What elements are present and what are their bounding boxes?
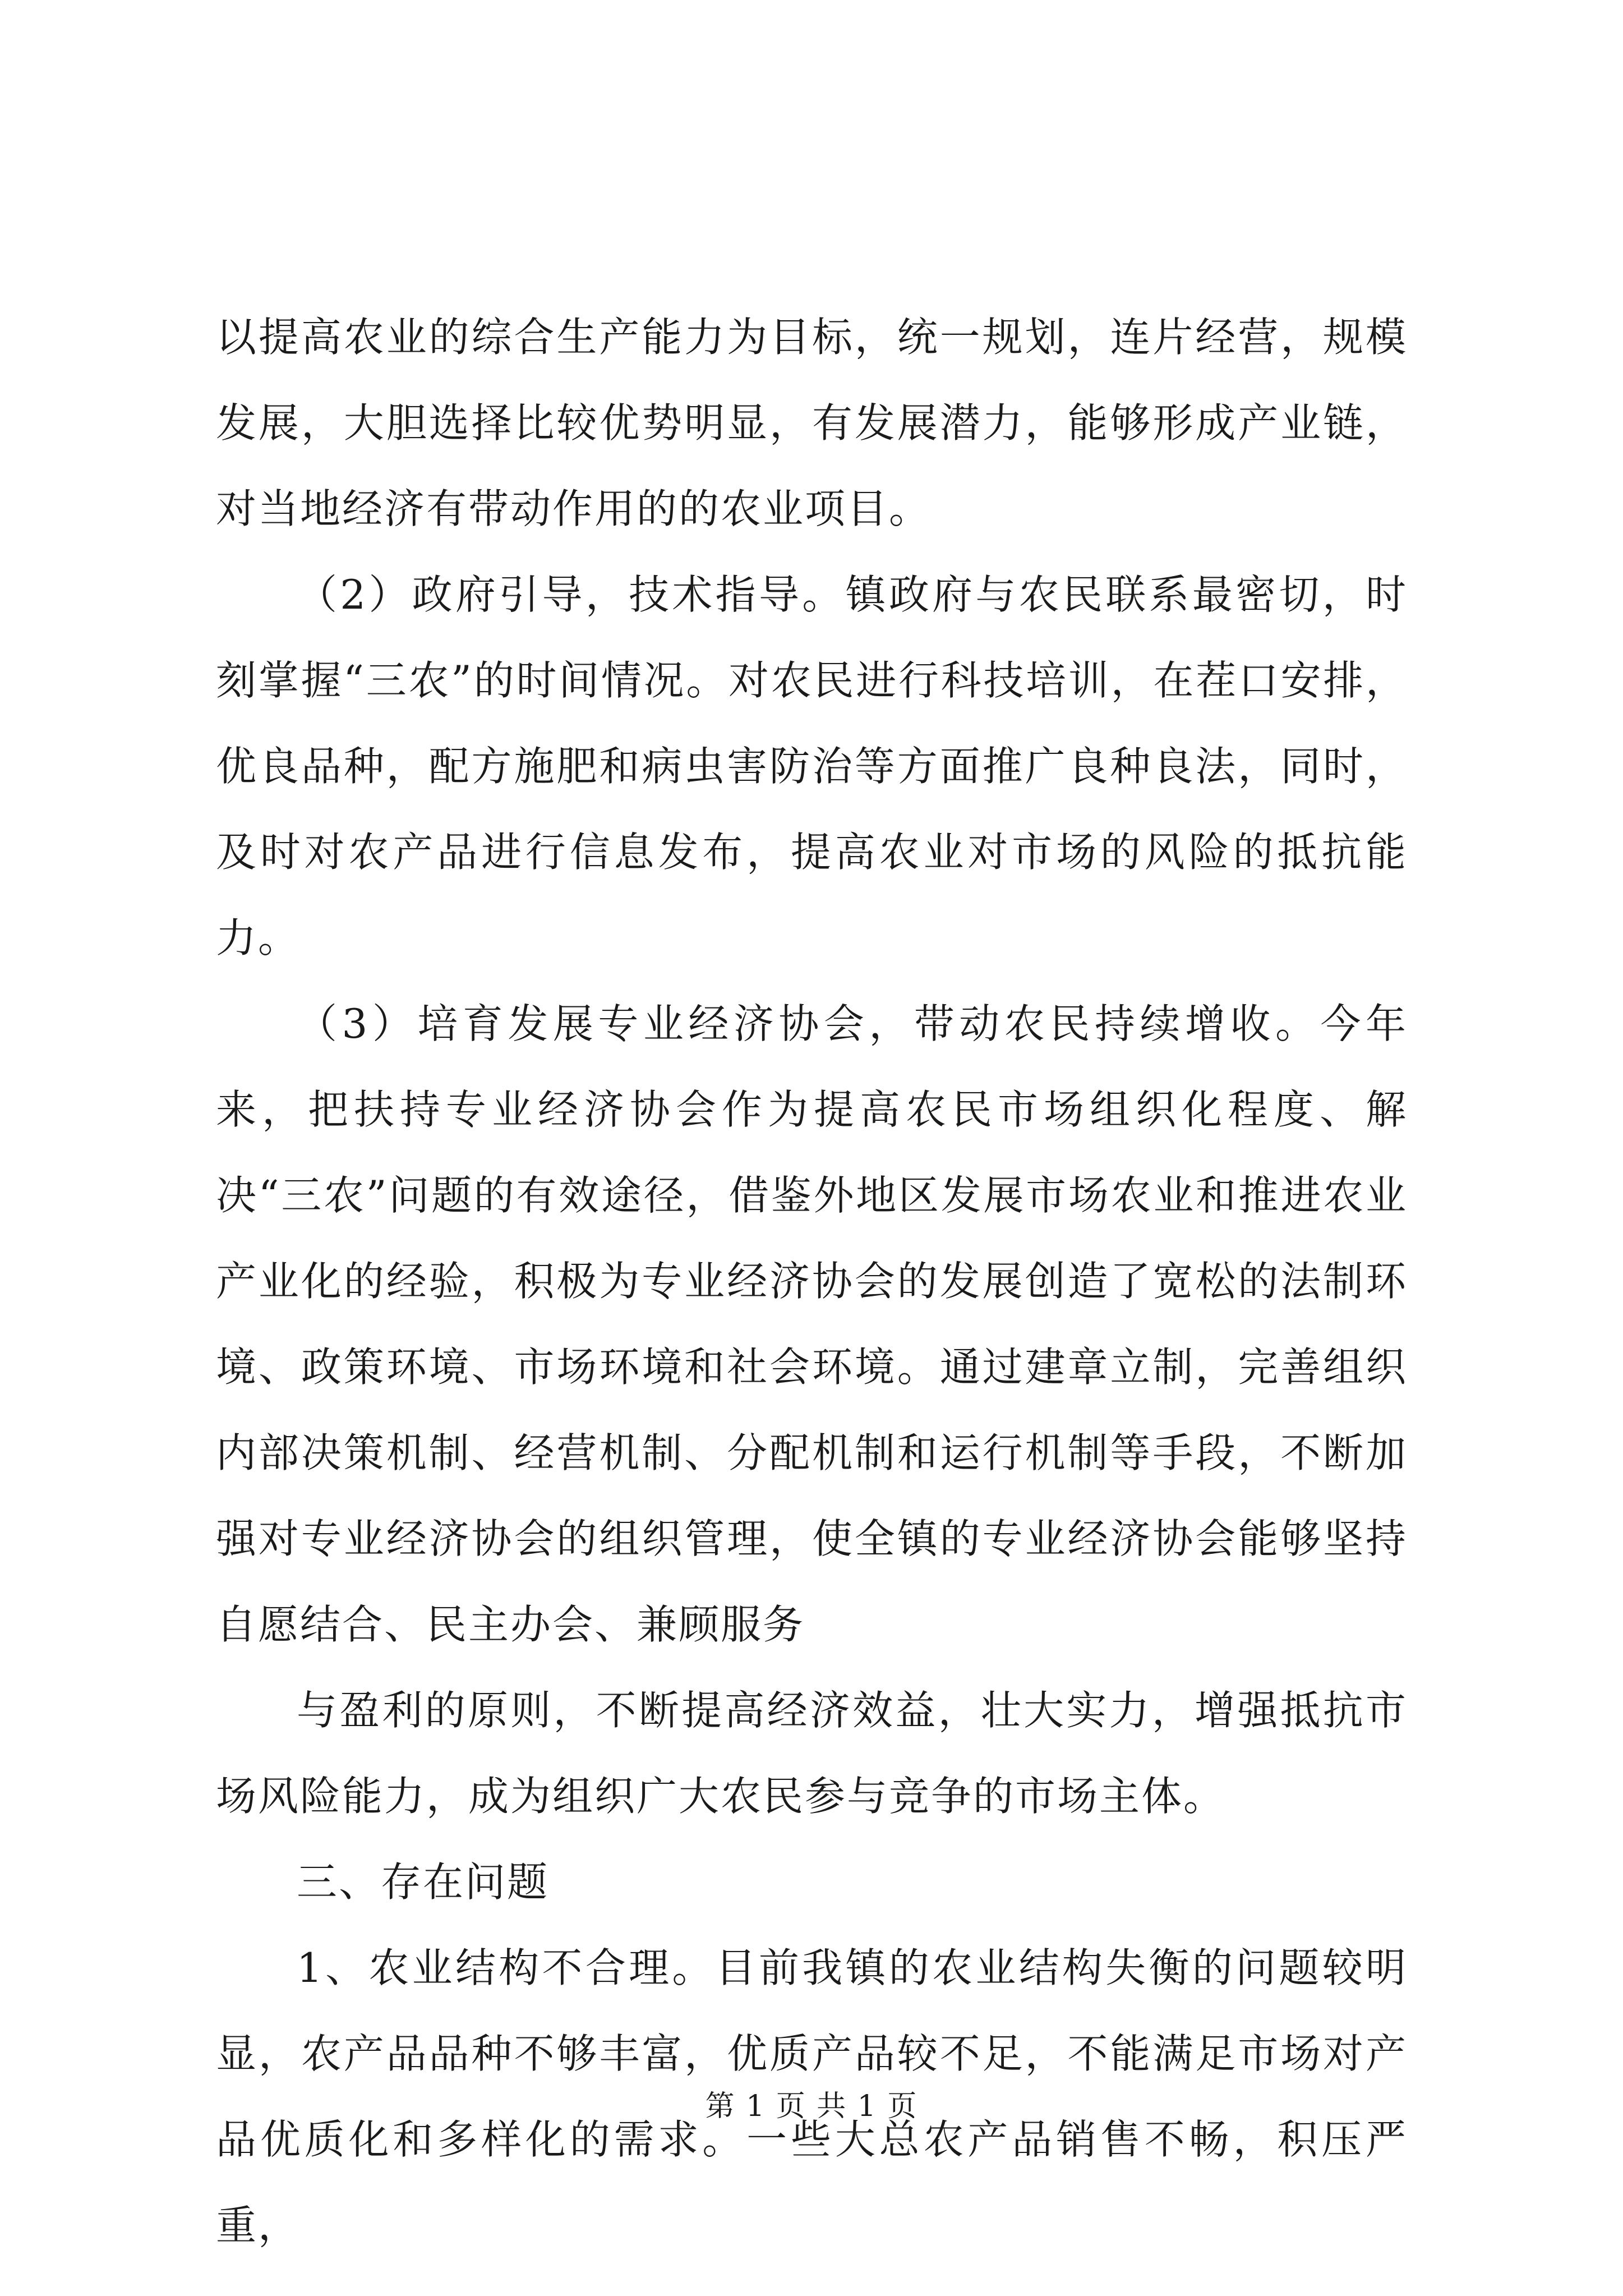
paragraph-profit-principle: 与盈利的原则，不断提高经济效益，壮大实力，增强抵抗市场风险能力，成为组织广大农民参与竞争的市场主体。 <box>216 1687 1408 1820</box>
paragraph-agricultural-structure: 1、农业结构不合理。目前我镇的农业结构失衡的问题较明显，农产品品种不够丰富，优质产品较不足，不能满足市场对产品优质化和多样化的需求。一些大总农产品销售不畅，积压严重， <box>216 1944 1408 2249</box>
page-footer: 第 1 页 共 1 页 <box>705 2090 918 2123</box>
paragraph-government-guidance: （2）政府引导，技术指导。镇政府与农民联系最密切，时刻掌握“三农”的时间情况。对农民进行科技培训，在茬口安排，优良品种，配方施肥和病虫害防治等方面推广良种良法，同时，及时对农产品进行信息发布，提高农业对市场的风险的抵抗能力。 <box>216 571 1408 961</box>
paragraph-economic-associations: （3）培育发展专业经济协会，带动农民持续增收。今年来，把扶持专业经济协会作为提高农民市场组织化程度、解决“三农”问题的有效途径，借鉴外地区发展市场农业和推进农业产业化的经验，积极为专业经济协会的发展创造了宽松的法制环境、政策环境、市场环境和社会环境。通过建章立制，完善组织内部决策机制、经营机制、分配机制和运行机制等手段，不断加强对专业经济协会的组织管理，使全镇的专业经济协会能够坚持自愿结合、民主办会、兼顾服务 <box>216 1000 1408 1648</box>
body-text <box>216 295 1408 2269</box>
section-heading-problems: 三、存在问题 <box>297 1858 550 1906</box>
paragraph-continuation-goals: 以提高农业的综合生产能力为目标，统一规划，连片经营，规模发展，大胆选择比较优势明显，有发展潜力，能够形成产业链，对当地经济有带动作用的的农业项目。 <box>216 314 1408 532</box>
